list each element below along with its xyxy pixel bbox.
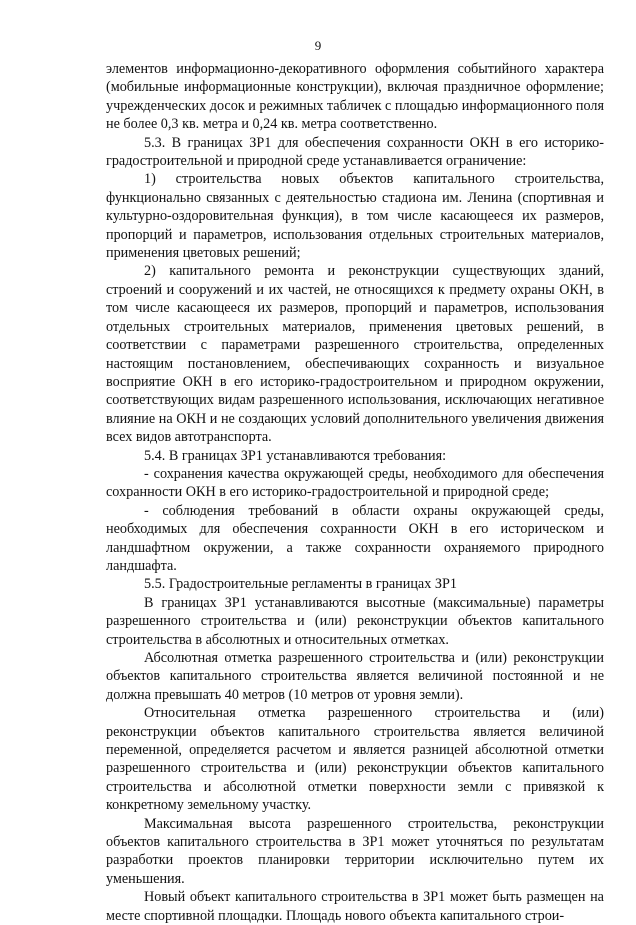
page-number: 9 [314,38,322,53]
paragraph-absolute-mark: Абсолютная отметка разрешенного строительства и (или) реконструкции объектов капитального строительства является величиной постоянной и не должна превышать 40 метров (10 метров от уровня земли). [106,650,604,703]
paragraph-5-4: 5.4. В границах ЗР1 устанавливаются требования: [144,447,447,464]
paragraph-max-height: Максимальная высота разрешенного строительства, реконструкции объектов капитального строительства в ЗР1 может уточняться по результатам разработки проектов планировки территории исключительно путем их уменьшения. [106,815,604,887]
paragraph-5-3-item-2: 2) капитального ремонта и реконструкции существующих зданий, строений и сооружений и их частей, не относящихся к предмету охраны ОКН, в том числе касающееся их размеров, пропорций и параметров, использования отдельных строительных материалов, применения цветовых решений, в соответствии с параметрами разрешенного строительства, определенных настоящим постановлением, обеспечивающих сохранность и визуальное восприятие ОКН в его историко-градостроительном и природном окружении, соответствующих видам разрешенного использования, исключающих негативное влияние на ОКН и не создающих условий дополнительного увеличения движения всех видов автотранспорта. [106,263,604,446]
paragraph-continuation: элементов информационно-декоративного оформления событийного характера (мобильные информационные конструкции), включая праздничное оформление; учрежденческих досок и режимных табличек с площадью информационного поля не более 0,3 кв. метра и 0,24 кв. метра соответственно. [106,61,604,133]
paragraph-5-3-item-1: 1) строительства новых объектов капитального строительства, функционально связанных с деятельностью стадиона им. Ленина (спортивная и культурно-оздоровительная функция), в том числе касающееся их размеров, пропорций и параметров, использования отдельных строительных материалов, применения цветовых решений; [106,171,604,262]
document-body [106,60,604,925]
paragraph-height-params: В границах ЗР1 устанавливаются высотные (максимальные) параметры разрешенного строительства и (или) реконструкции объектов капитального строительства в абсолютных и относительных отметках. [106,594,604,648]
paragraph-relative-mark: Относительная отметка разрешенного строительства и (или) реконструкции объектов капитального строительства является величиной переменной, определяется расчетом и является разницей абсолютной отметки разрешенного строительства и (или) реконструкции объектов капитального строительства и абсолютной отметки поверхности земли с привязкой к конкретному земельному участку. [106,705,604,814]
paragraph-5-3: 5.3. В границах ЗР1 для обеспечения сохранности ОКН в его историко-градостроительной и природной среде устанавливается ограничение: [106,134,604,170]
paragraph-5-5-heading: 5.5. Градостроительные регламенты в границах ЗР1 [144,576,457,593]
paragraph-5-4-item-1: - сохранения качества окружающей среды, необходимого для обеспечения сохранности ОКН в его историко-градостроительной и природной среде; [106,465,604,501]
paragraph-new-object: Новый объект капитального строительства в ЗР1 может быть размещен на месте спортивной площадки. Площадь нового объекта капитального строи- [106,889,604,924]
paragraph-5-4-item-2: - соблюдения требований в области охраны окружающей среды, необходимых для обеспечения сохранности ОКН в его историческом и ландшафтном окружении, а также сохранности охраняемого природного ландшафта. [106,502,604,574]
